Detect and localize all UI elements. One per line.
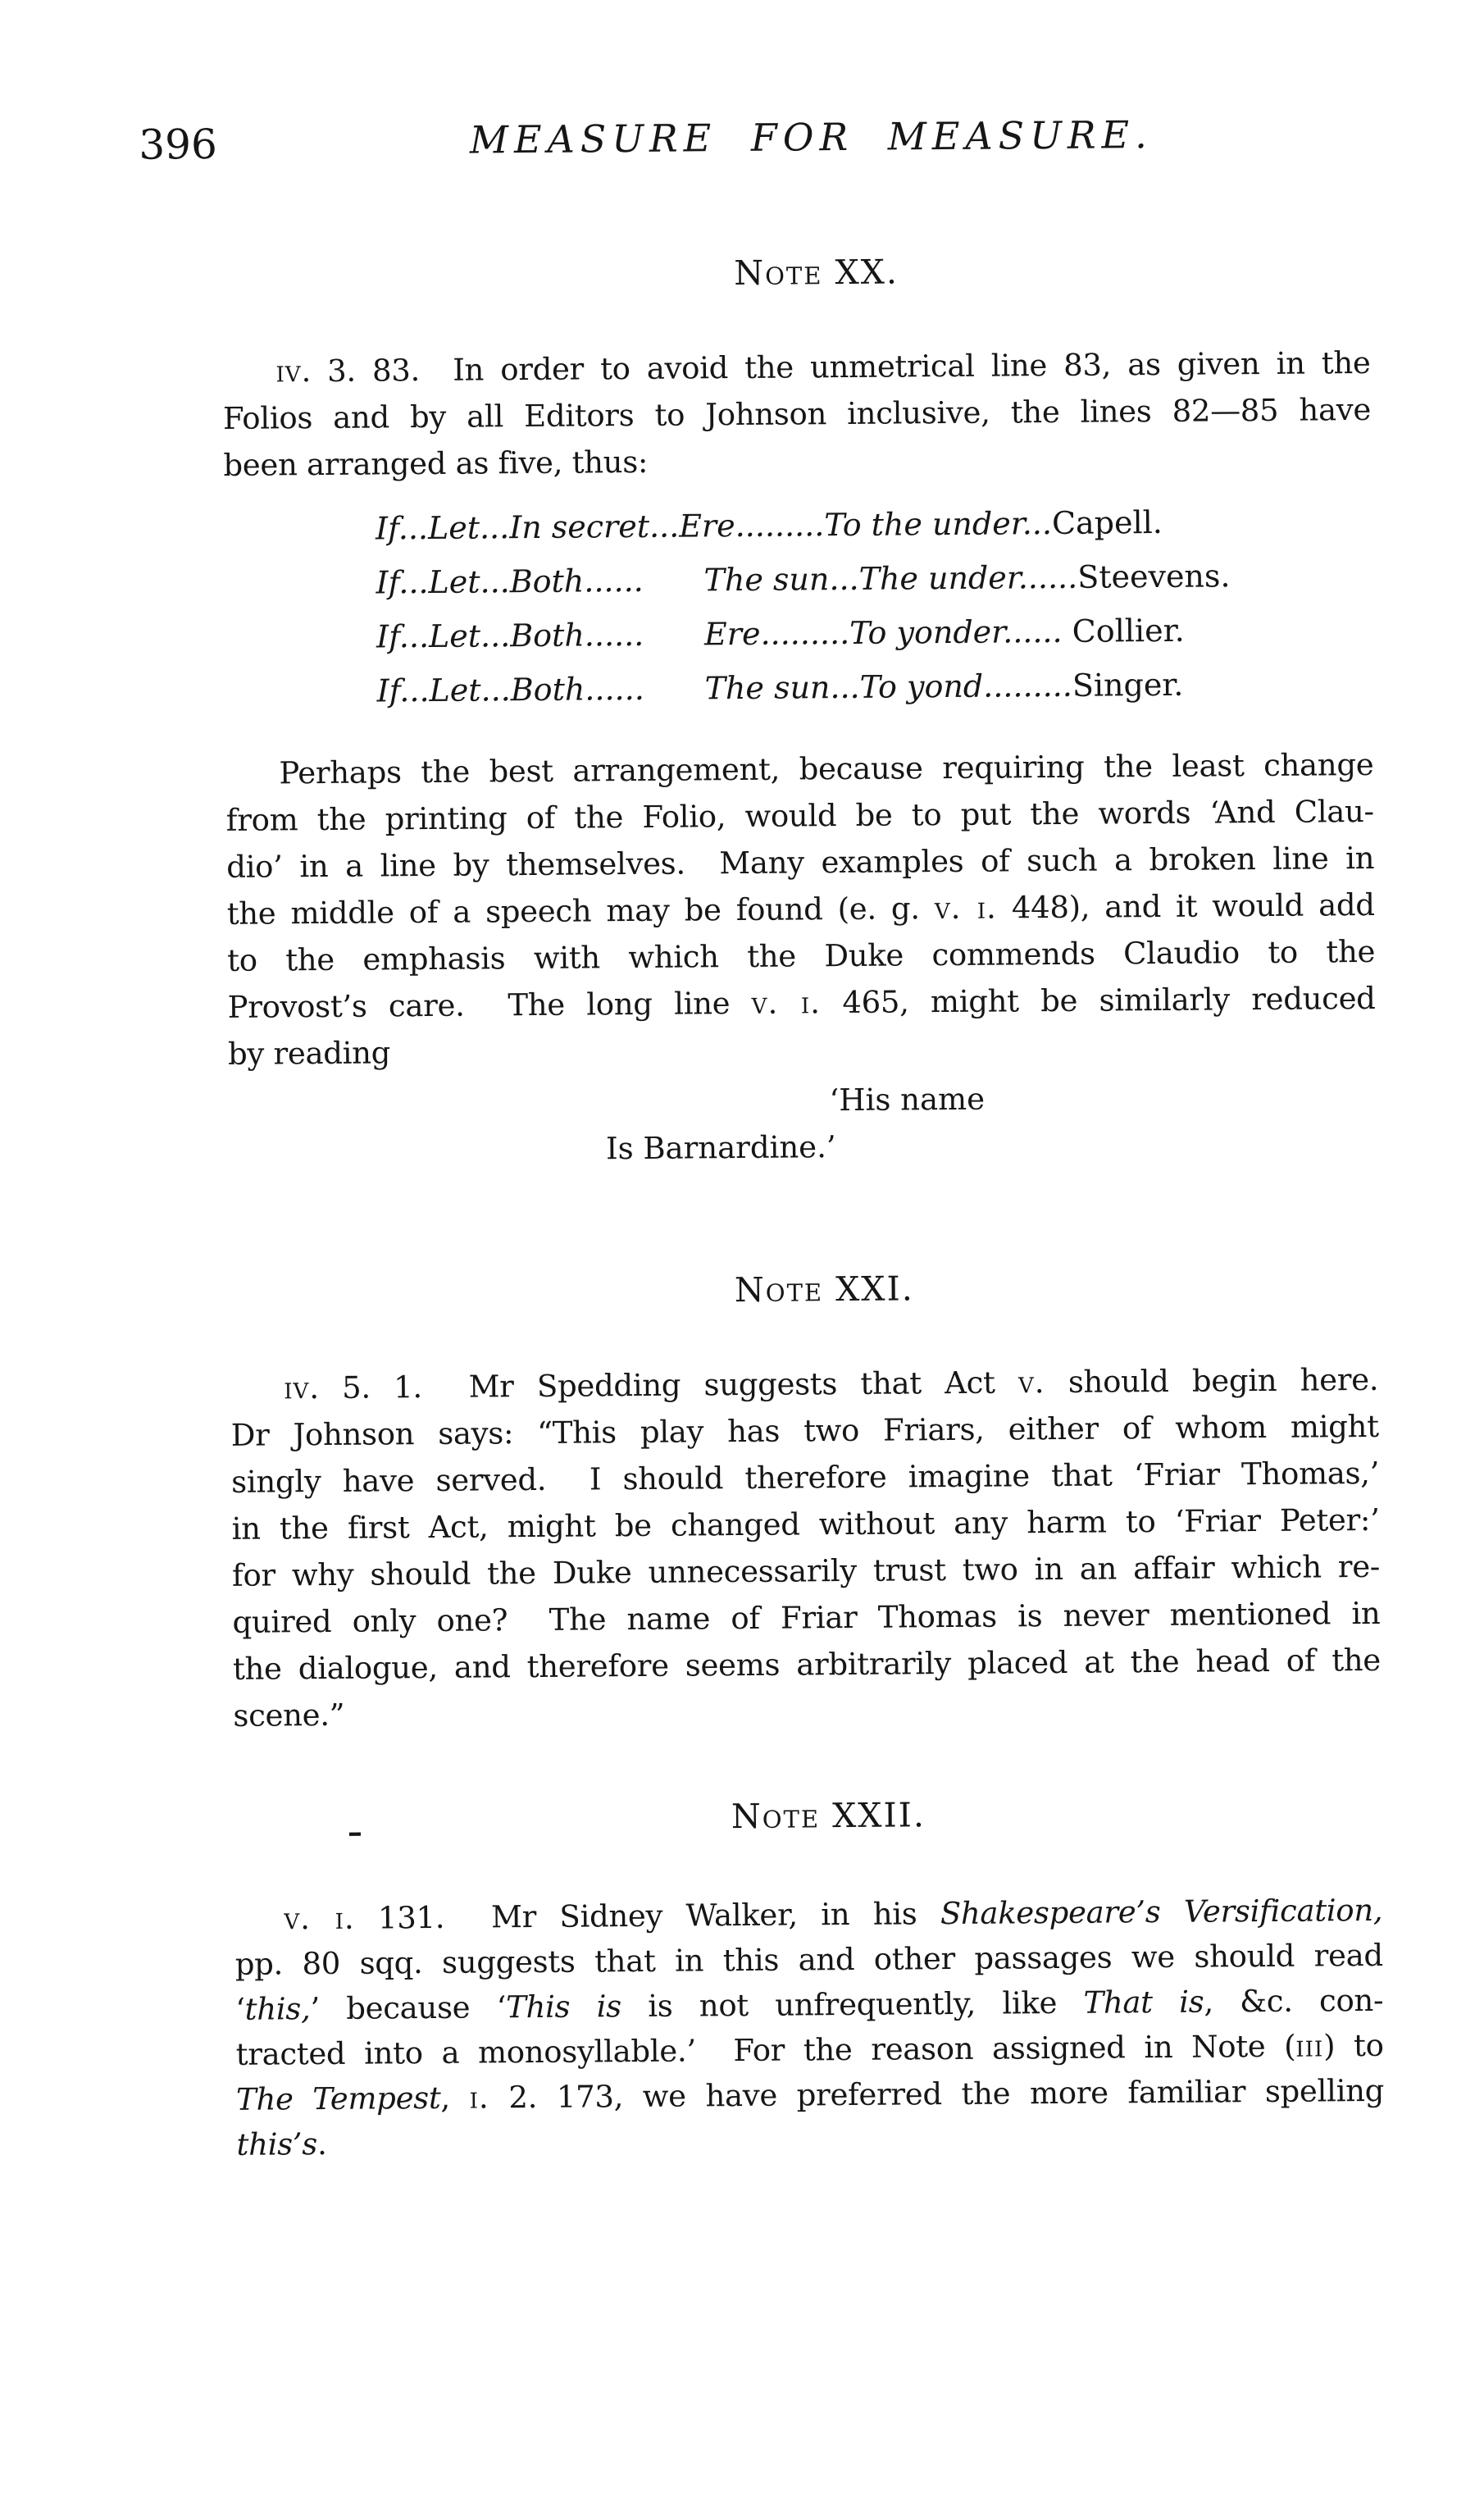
text-segment: the dialogue, and therefore seems arbitrarily placed at the head of the xyxy=(232,1642,1382,1687)
text-segment: The sun...To yond......... xyxy=(704,667,1073,707)
page-header xyxy=(139,108,1369,175)
text-segment: Capell. xyxy=(1051,503,1163,542)
stray-mark: - xyxy=(347,1804,363,1858)
text-segment: scene.” xyxy=(233,1697,345,1734)
text-segment: 2. 173, we have preferred the more familiar spelling xyxy=(489,2072,1385,2116)
text-line xyxy=(376,602,1372,664)
text-segment: been arranged as five, thus: xyxy=(223,444,649,483)
text-segment: should begin here. xyxy=(1045,1361,1379,1401)
text-segment: Steevens. xyxy=(1077,558,1231,595)
text-segment: ‘His name xyxy=(829,1081,986,1119)
text-segment: Collier. xyxy=(1062,612,1185,649)
note-xx-verse-quotation xyxy=(228,1073,1377,1175)
text-segment: 465, might be similarly reduced xyxy=(820,980,1376,1021)
text-segment: iv xyxy=(284,1370,310,1406)
text-segment: ’ because ‘ xyxy=(310,1989,507,2027)
page-number: 396 xyxy=(139,120,218,169)
note-xx-heading: Note XX. xyxy=(734,252,899,294)
text-segment: the middle of a speech may be found (e. g. xyxy=(226,891,935,932)
text-segment: 448), and it would add xyxy=(996,886,1375,926)
text-segment: ) to xyxy=(1322,2027,1384,2064)
text-segment: Provost’s care. The long line xyxy=(227,985,752,1025)
text-line xyxy=(606,1119,1377,1172)
text-segment: This is xyxy=(505,1989,622,2025)
text-line xyxy=(233,1684,1381,1739)
text-segment: iv xyxy=(275,353,302,390)
text-segment: The Tempest xyxy=(235,2080,441,2117)
running-title: MEASURE FOR MEASURE. xyxy=(469,112,1153,162)
note-xxi-paragraph xyxy=(230,1356,1382,1739)
text-segment: dio’ in a line by themselves. Many examples of such a broken line in xyxy=(226,840,1375,885)
note-xxii-paragraph xyxy=(234,1888,1385,2167)
text-segment: If...Let...Both...... xyxy=(376,670,644,709)
note-xxi-heading: Note XXI. xyxy=(734,1269,914,1310)
note-xxii-heading: Note XXII. xyxy=(731,1795,926,1837)
note-xx-paragraph-2 xyxy=(225,741,1376,1078)
text-segment: Ere.........To yonder...... xyxy=(703,613,1063,653)
text-line xyxy=(376,494,1372,556)
text-segment: by reading xyxy=(227,1035,391,1072)
text-segment: this, xyxy=(244,1991,311,2027)
text-segment: That is xyxy=(1083,1984,1204,2021)
text-segment: v. i. xyxy=(751,985,822,1021)
text-segment: singly have served. I should therefore imagine that ‘Friar Thomas,’ xyxy=(231,1455,1380,1500)
text-segment: for why should the Duke unnecessarily trust two in an affair which re- xyxy=(231,1548,1381,1593)
text-line xyxy=(236,2113,1384,2167)
text-segment: The sun...The under...... xyxy=(703,558,1078,599)
text-segment: this’s xyxy=(236,2126,318,2162)
note-xx-paragraph-1 xyxy=(222,339,1371,489)
text-line xyxy=(228,1022,1376,1078)
text-segment: , xyxy=(440,2080,470,2116)
text-segment: 131. Mr Sidney Walker, in his xyxy=(354,1896,941,1936)
text-line xyxy=(223,386,1371,442)
text-line xyxy=(829,1073,1376,1123)
text-segment: Singer. xyxy=(1072,666,1184,704)
text-segment: If...Let...Both...... xyxy=(376,616,644,655)
text-segment: iii xyxy=(1295,2028,1324,2064)
text-segment: pp. 80 sqq. suggests that in this and other passages we should read xyxy=(234,1937,1383,1982)
text-segment: to the emphasis with which the Duke commends Claudio to the xyxy=(227,933,1376,978)
text-segment: from the printing of the Folio, would be to put the words ‘And Clau- xyxy=(225,793,1374,838)
text-segment: is not unfrequently, like xyxy=(621,1984,1084,2025)
text-segment: . 5. 1. Mr Spedding suggests that Act xyxy=(309,1365,1019,1406)
text-segment: ‘ xyxy=(235,1991,245,2027)
text-segment: Dr Johnson says: “This play has two Friars, either of whom might xyxy=(230,1408,1379,1453)
text-line xyxy=(233,1637,1381,1693)
text-segment: If...Let...In secret...Ere.........To the under... xyxy=(375,505,1053,547)
text-line xyxy=(376,656,1372,718)
text-segment: Perhaps the best arrangement, because requiring the least change xyxy=(279,746,1374,791)
text-segment: quired only one? The name of Friar Thomas is never mentioned in xyxy=(232,1595,1381,1640)
text-segment: Is Barnardine.’ xyxy=(605,1129,836,1167)
text-segment: If...Let...Both...... xyxy=(376,562,644,601)
note-xx-arrangement-list xyxy=(376,494,1373,718)
text-segment: . xyxy=(316,2126,327,2162)
text-segment: v. xyxy=(1017,1365,1045,1401)
text-line xyxy=(227,975,1375,1031)
text-segment: Shakespeare’s Versification, xyxy=(940,1892,1383,1932)
text-segment: , &c. con- xyxy=(1204,1982,1384,2020)
text-segment: v. i. xyxy=(284,1900,355,1937)
text-segment: in the first Act, might be changed without any harm to ‘Friar Peter:’ xyxy=(231,1501,1380,1547)
text-segment: Folios and by all Editors to Johnson inclusive, the lines 82—85 have xyxy=(222,391,1372,436)
text-segment: tracted into a monosyllable.’ For the reason assigned in Note ( xyxy=(235,2028,1296,2072)
text-segment: . 3. 83. In order to avoid the unmetrical line 83, as given in the xyxy=(301,344,1371,390)
text-line xyxy=(376,548,1372,610)
text-line xyxy=(223,433,1371,489)
text-segment: v. i. xyxy=(934,890,997,927)
text-segment: i. xyxy=(469,2080,489,2116)
text-line xyxy=(236,2068,1384,2122)
